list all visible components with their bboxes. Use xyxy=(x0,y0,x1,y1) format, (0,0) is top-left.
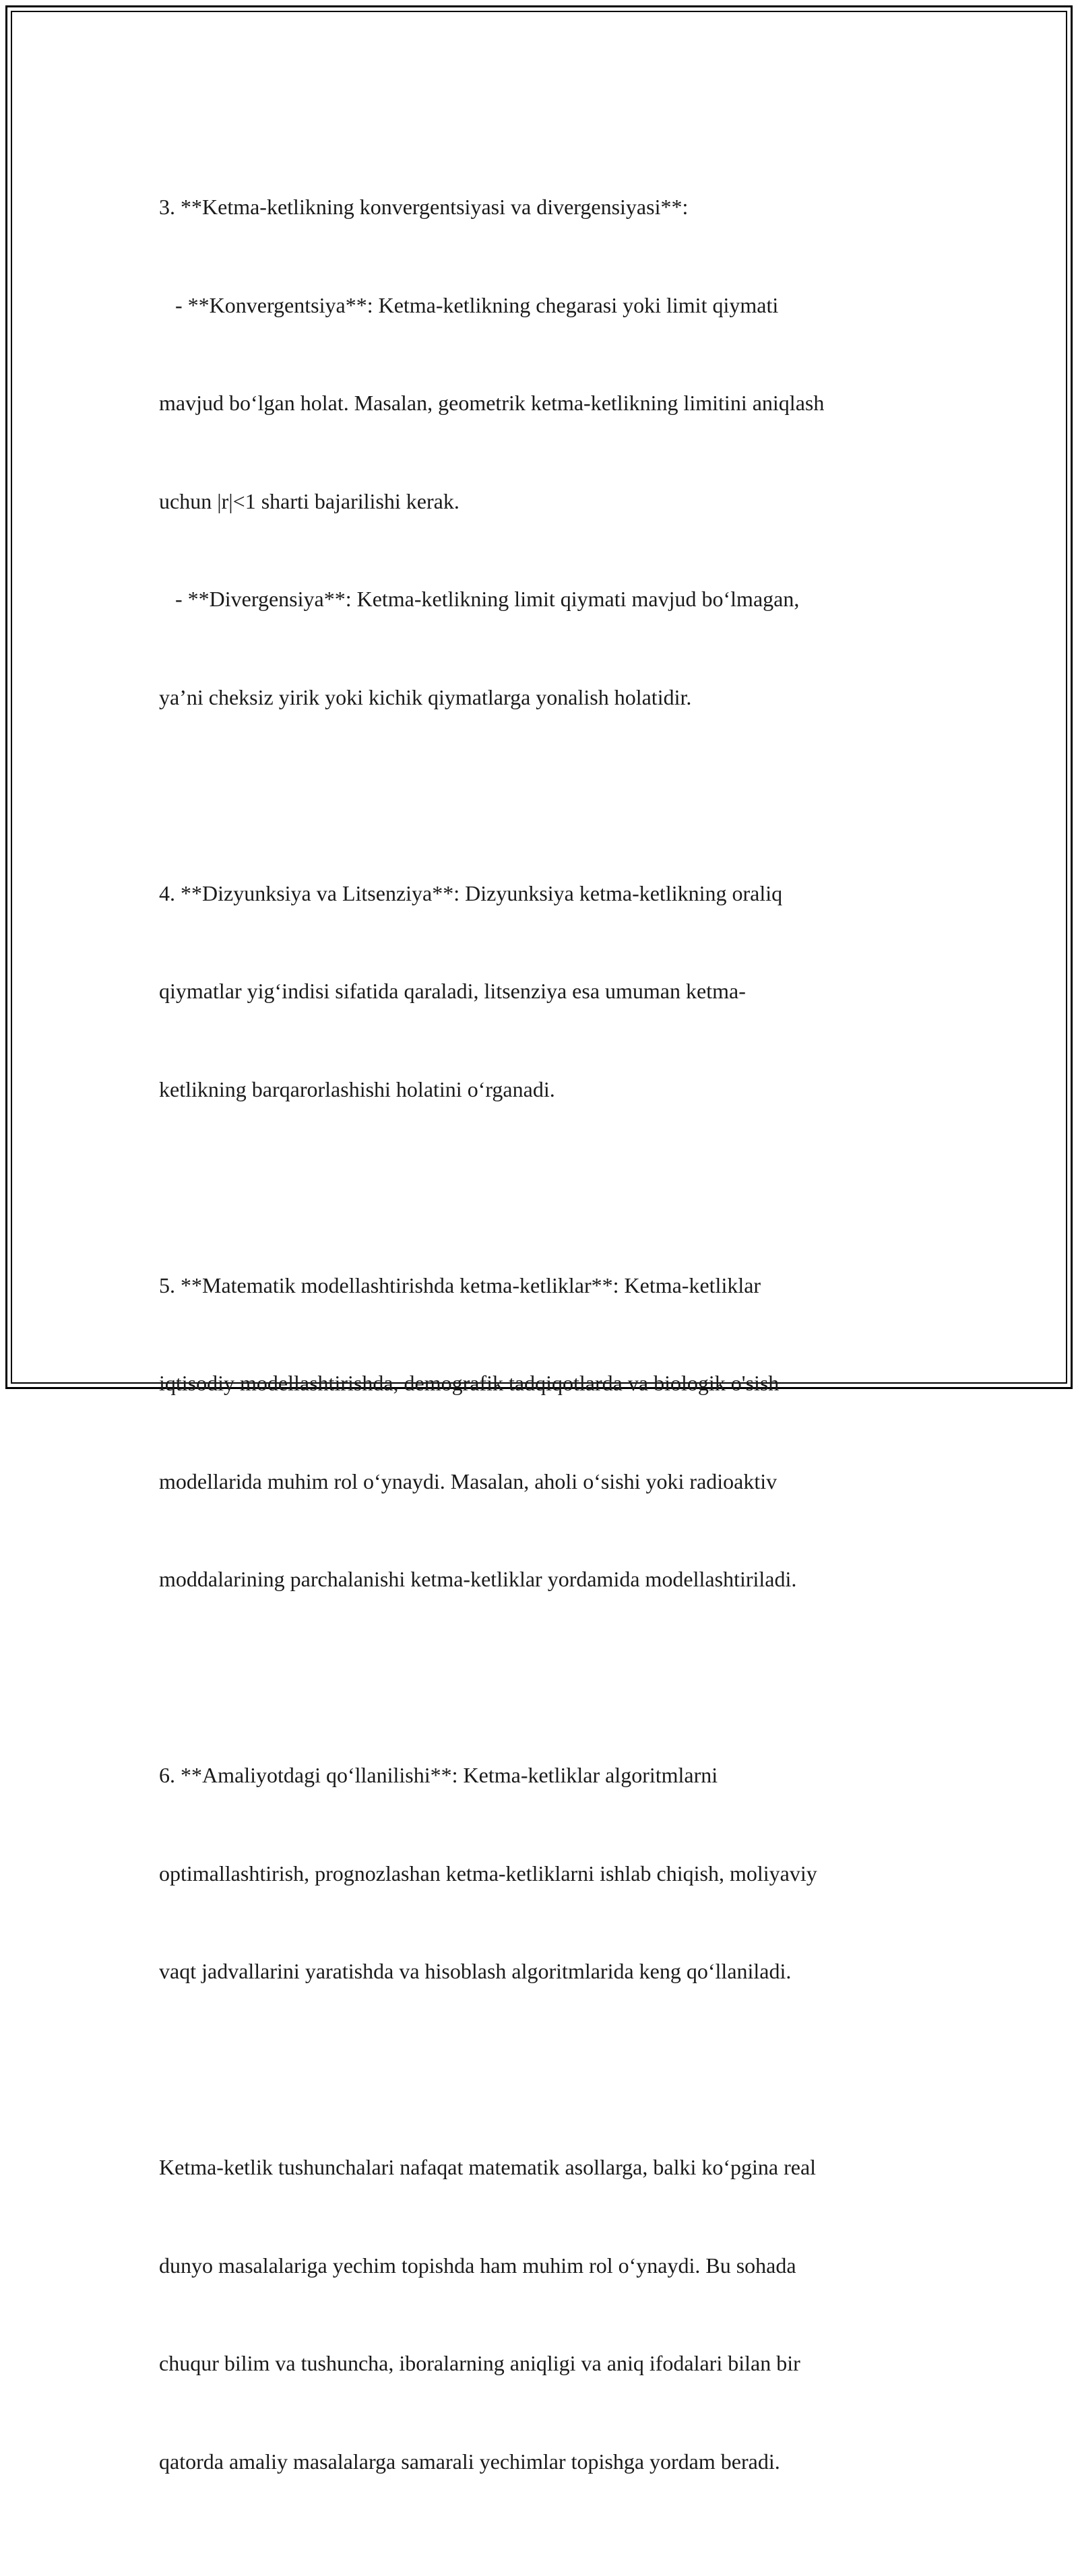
text-line: - **Divergensiya**: Ketma-ketlikning limit qiymati mavjud bo‘lmagan, xyxy=(159,587,800,611)
text-line: qiymatlar yig‘indisi sifatida qaraladi, litsenziya esa umuman ketma- xyxy=(159,979,746,1003)
paragraph-conclusion xyxy=(159,2086,934,2543)
text-line: 3. **Ketma-ketlikning konvergentsiyasi va divergensiyasi**: xyxy=(159,195,689,219)
text-line: modellarida muhim rol o‘ynaydi. Masalan, aholi o‘sishi yoki radioaktiv xyxy=(159,1469,778,1493)
text-line: chuqur bilim va tushuncha, iboralarning aniqligi va aniq ifodalari bilan bir xyxy=(159,2351,800,2375)
paragraph-disjunction xyxy=(159,812,934,1171)
text-line: uchun |r|<1 sharti bajarilishi kerak. xyxy=(159,488,459,513)
text-line: ya’ni cheksiz yirik yoki kichik qiymatlarga yonalish holatidir. xyxy=(159,684,692,709)
text-line: dunyo masalalariga yechim topishda ham muhim rol o‘ynaydi. Bu sohada xyxy=(159,2253,796,2278)
text-line: 6. **Amaliyotdagi qo‘llanilishi**: Ketma-ketliklar algoritmlarni xyxy=(159,1763,718,1787)
text-line: 5. **Matematik modellashtirishda ketma-ketliklar**: Ketma-ketliklar xyxy=(159,1273,761,1297)
paragraph-applications xyxy=(159,1694,934,2053)
text-line: 4. **Dizyunksiya va Litsenziya**: Dizyunksiya ketma-ketlikning oraliq xyxy=(159,880,783,905)
text-line: Ketma-ketlik tushunchalari nafaqat matematik asollarga, balki ko‘pgina real xyxy=(159,2155,817,2179)
paragraph-convergence xyxy=(159,125,934,779)
text-line: vaqt jadvallarini yaratishda va hisoblash algoritmlarida keng qo‘llaniladi. xyxy=(159,1959,792,1983)
text-line: optimallashtirish, prognozlashan ketma-ketliklarni ishlab chiqish, moliyaviy xyxy=(159,1861,817,1886)
text-line: mavjud bo‘lgan holat. Masalan, geometrik ketma-ketlikning limitini aniqlash xyxy=(159,391,825,415)
document-body xyxy=(159,125,934,2576)
text-line: moddalarining parchalanishi ketma-ketliklar yordamida modellashtiriladi. xyxy=(159,1567,797,1591)
text-line: iqtisodiy modellashtirishda, demografik tadqiqotlarda va biologik o'sish xyxy=(159,1371,780,1395)
text-line: qatorda amaliy masalalarga samarali yechimlar topishga yordam beradi. xyxy=(159,2449,780,2474)
text-line: - **Konvergentsiya**: Ketma-ketlikning chegarasi yoki limit qiymati xyxy=(159,292,779,317)
paragraph-modeling xyxy=(159,1204,934,1661)
text-line: ketlikning barqarorlashishi holatini o‘rganadi. xyxy=(159,1076,555,1101)
